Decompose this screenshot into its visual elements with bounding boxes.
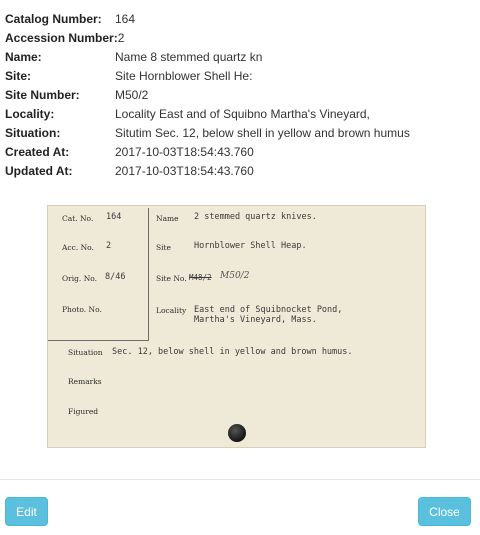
record-details xyxy=(5,9,475,180)
card-situation-label: Situation xyxy=(68,348,103,357)
card-locality-line2: Martha's Vineyard, Mass. xyxy=(194,315,317,325)
card-remarks-label: Remarks xyxy=(68,377,102,386)
card-punch-hole xyxy=(228,424,246,442)
field-label: Locality: xyxy=(5,106,55,121)
card-siteno-label: Site No. xyxy=(156,274,187,283)
field-locality xyxy=(5,104,475,123)
close-button[interactable]: Close xyxy=(418,497,471,526)
field-label: Site Number: xyxy=(5,87,80,102)
field-catalog-number xyxy=(5,9,475,28)
field-value: 164 xyxy=(115,11,136,26)
card-acc-value: 2 xyxy=(106,241,112,251)
field-value: Locality East and of Squibno Martha's Vineyard, xyxy=(115,106,370,121)
field-label: Site: xyxy=(5,68,32,83)
field-value: Site Hornblower Shell He: xyxy=(115,68,253,83)
field-label: Created At: xyxy=(5,144,70,159)
field-value: Situtim Sec. 12, below shell in yellow and brown humus xyxy=(115,125,410,140)
field-site-number xyxy=(5,85,475,104)
field-value: 2017-10-03T18:54:43.760 xyxy=(115,163,254,178)
card-site-value: Hornblower Shell Heap. xyxy=(194,241,307,251)
field-updated-at xyxy=(5,161,475,180)
card-situation-value: Sec. 12, below shell in yellow and brown humus. xyxy=(112,347,353,357)
field-situation xyxy=(5,123,475,142)
card-name-label: Name xyxy=(156,214,179,223)
card-orig-value: 8/46 xyxy=(105,272,126,282)
card-siteno-struck: M48/2 xyxy=(189,273,212,282)
card-photo-label: Photo. No. xyxy=(62,305,102,314)
catalog-card xyxy=(47,205,426,448)
field-created-at xyxy=(5,142,475,161)
card-name-value: 2 stemmed quartz knives. xyxy=(194,212,317,222)
field-label: Updated At: xyxy=(5,163,73,178)
edit-button[interactable]: Edit xyxy=(5,497,48,526)
card-locality-label: Locality xyxy=(156,306,187,315)
field-accession-number xyxy=(5,28,475,47)
card-locality-line1: East end of Squibnocket Pond, xyxy=(194,305,343,315)
field-value: Name 8 stemmed quartz kn xyxy=(115,49,263,64)
footer-divider xyxy=(0,479,480,480)
field-value: M50/2 xyxy=(115,87,149,102)
field-value: 2 xyxy=(117,30,125,45)
card-divider-horizontal xyxy=(48,340,149,341)
card-cat-value: 164 xyxy=(106,212,122,222)
card-cat-label: Cat. No. xyxy=(62,214,94,223)
field-value: 2017-10-03T18:54:43.760 xyxy=(115,144,254,159)
field-site xyxy=(5,66,475,85)
field-label: Name: xyxy=(5,49,42,64)
card-figured-label: Figured xyxy=(68,407,99,416)
card-acc-label: Acc. No. xyxy=(62,243,94,252)
card-orig-label: Orig. No. xyxy=(62,274,98,283)
field-name xyxy=(5,47,475,66)
card-site-label: Site xyxy=(156,243,171,252)
card-siteno-handwritten: M50/2 xyxy=(220,271,250,281)
card-divider-vertical xyxy=(148,208,149,340)
field-label: Catalog Number: xyxy=(5,11,102,26)
field-label: Situation: xyxy=(5,125,61,140)
catalog-card-image xyxy=(47,205,426,448)
field-label: Accession Number: xyxy=(5,30,118,45)
